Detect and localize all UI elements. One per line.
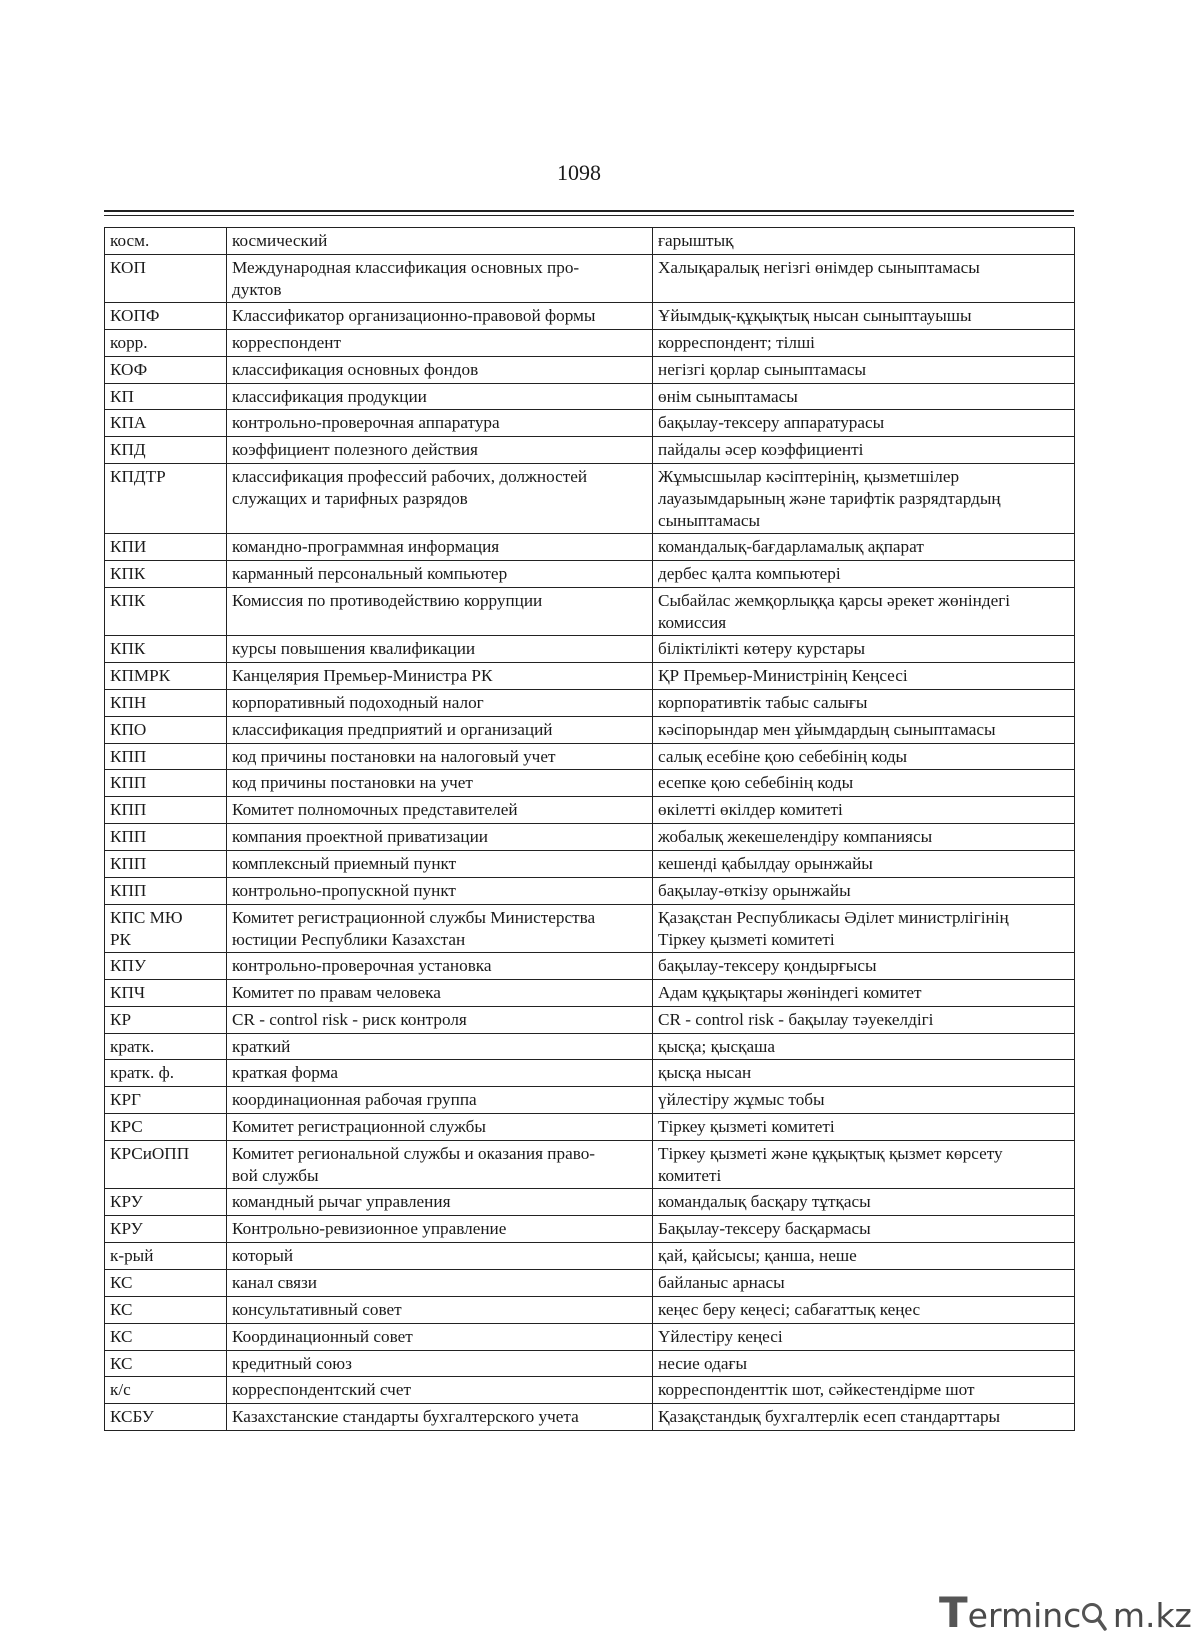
table-row — [105, 797, 1075, 824]
table-row — [105, 464, 1075, 534]
abbreviation-cell: КП — [105, 383, 227, 410]
table-row — [105, 770, 1075, 797]
kazakh-term-cell: несие одағы — [653, 1350, 1075, 1377]
table-row — [105, 437, 1075, 464]
abbreviation-cell: КПО — [105, 716, 227, 743]
abbreviation-cell: КРСиОПП — [105, 1141, 227, 1189]
table-row — [105, 904, 1075, 952]
abbreviation-cell: кратк. ф. — [105, 1060, 227, 1087]
kazakh-term-cell: бақылау-тексеру аппаратурасы — [653, 410, 1075, 437]
abbreviation-cell: КПП — [105, 797, 227, 824]
page-number: 1098 — [557, 160, 601, 185]
abbreviation-cell: КПП — [105, 851, 227, 878]
table-row — [105, 1087, 1075, 1114]
table-row — [105, 824, 1075, 851]
russian-term-cell: Канцелярия Премьер-Министра РК — [227, 662, 653, 689]
header-rule-thick — [104, 210, 1074, 212]
abbreviation-table — [104, 227, 1075, 1431]
russian-term-cell: Комитет полномочных представителей — [227, 797, 653, 824]
table-row — [105, 743, 1075, 770]
kazakh-term-cell: қысқа; қысқаша — [653, 1033, 1075, 1060]
kazakh-term-cell: корреспондент; тілші — [653, 329, 1075, 356]
kazakh-term-cell: Қазақстан Республикасы Әділет министрлігінің Тіркеу қызметі комитеті — [653, 904, 1075, 952]
abbreviation-cell: КПУ — [105, 952, 227, 979]
kazakh-term-cell: Тіркеу қызметі комитеті — [653, 1114, 1075, 1141]
abbreviation-cell: косм. — [105, 228, 227, 255]
russian-term-cell: командный рычаг управления — [227, 1189, 653, 1216]
abbreviation-cell: КРГ — [105, 1087, 227, 1114]
abbreviation-cell: КПК — [105, 636, 227, 663]
table-row — [105, 1060, 1075, 1087]
table-row — [105, 1404, 1075, 1431]
kazakh-term-cell: бақылау-тексеру қондырғысы — [653, 952, 1075, 979]
russian-term-cell: Комитет регистрационной службы Министерства юстиции Республики Казахстан — [227, 904, 653, 952]
kazakh-term-cell: бақылау-өткізу орынжайы — [653, 878, 1075, 905]
kazakh-term-cell: жобалық жекешелендіру компаниясы — [653, 824, 1075, 851]
russian-term-cell: коэффициент полезного действия — [227, 437, 653, 464]
table-row — [105, 356, 1075, 383]
abbreviation-cell: КОФ — [105, 356, 227, 383]
abbreviation-cell: КРУ — [105, 1216, 227, 1243]
table-row — [105, 636, 1075, 663]
russian-term-cell: канал связи — [227, 1269, 653, 1296]
russian-term-cell: корпоративный подоходный налог — [227, 689, 653, 716]
russian-term-cell: Классификатор организационно-правовой формы — [227, 302, 653, 329]
kazakh-term-cell: негізгі қорлар сыныптамасы — [653, 356, 1075, 383]
table-row — [105, 1242, 1075, 1269]
russian-term-cell: Контрольно-ревизионное управление — [227, 1216, 653, 1243]
kazakh-term-cell: қысқа нысан — [653, 1060, 1075, 1087]
russian-term-cell: компания проектной приватизации — [227, 824, 653, 851]
russian-term-cell: Комитет по правам человека — [227, 979, 653, 1006]
russian-term-cell: Комитет регистрационной службы — [227, 1114, 653, 1141]
russian-term-cell: классификация предприятий и организаций — [227, 716, 653, 743]
russian-term-cell: краткий — [227, 1033, 653, 1060]
russian-term-cell: консультативный совет — [227, 1296, 653, 1323]
table-row — [105, 1269, 1075, 1296]
kazakh-term-cell: үйлестіру жұмыс тобы — [653, 1087, 1075, 1114]
table-row — [105, 979, 1075, 1006]
table-row — [105, 228, 1075, 255]
abbreviation-cell: кратк. — [105, 1033, 227, 1060]
abbreviation-cell: КР — [105, 1006, 227, 1033]
abbreviation-cell: корр. — [105, 329, 227, 356]
russian-term-cell: который — [227, 1242, 653, 1269]
table-row — [105, 1006, 1075, 1033]
russian-term-cell: кредитный союз — [227, 1350, 653, 1377]
kazakh-term-cell: кеңес беру кеңесі; сабағаттық кеңес — [653, 1296, 1075, 1323]
kazakh-term-cell: CR - control risk - бақылау тәуекелдігі — [653, 1006, 1075, 1033]
abbreviation-cell: КПК — [105, 588, 227, 636]
table-row — [105, 302, 1075, 329]
termincom-logo: Terminc m.kz — [939, 1588, 1192, 1637]
kazakh-term-cell: корреспонденттік шот, сәйкестендірме шот — [653, 1377, 1075, 1404]
abbreviation-cell: КПП — [105, 743, 227, 770]
russian-term-cell: классификация профессий рабочих, должностей служащих и тарифных разрядов — [227, 464, 653, 534]
abbreviation-cell: КС — [105, 1350, 227, 1377]
kazakh-term-cell: Жұмысшылар кәсіптерінің, қызметшілер лауазымдарының және тарифтік разрядтардың сыныптамасы — [653, 464, 1075, 534]
table-row — [105, 716, 1075, 743]
table-row — [105, 534, 1075, 561]
abbreviation-cell: КПН — [105, 689, 227, 716]
abbreviation-cell: КС — [105, 1323, 227, 1350]
table-row — [105, 878, 1075, 905]
kazakh-term-cell: командалық басқару тұтқасы — [653, 1189, 1075, 1216]
abbreviation-cell: КС — [105, 1269, 227, 1296]
table-row — [105, 952, 1075, 979]
russian-term-cell: комплексный приемный пункт — [227, 851, 653, 878]
table-row — [105, 1033, 1075, 1060]
abbreviation-cell: КПИ — [105, 534, 227, 561]
table-row — [105, 410, 1075, 437]
russian-term-cell: код причины постановки на учет — [227, 770, 653, 797]
russian-term-cell: код причины постановки на налоговый учет — [227, 743, 653, 770]
abbreviation-cell: к-рый — [105, 1242, 227, 1269]
abbreviation-cell: КПЧ — [105, 979, 227, 1006]
russian-term-cell: координационная рабочая группа — [227, 1087, 653, 1114]
abbreviation-cell: КПП — [105, 824, 227, 851]
abbreviation-cell: КПП — [105, 878, 227, 905]
table-row — [105, 1114, 1075, 1141]
russian-term-cell: Казахстанские стандарты бухгалтерского учета — [227, 1404, 653, 1431]
russian-term-cell: корреспондент — [227, 329, 653, 356]
russian-term-cell: Комиссия по противодействию коррупции — [227, 588, 653, 636]
table-row — [105, 383, 1075, 410]
abbreviation-cell: КОП — [105, 254, 227, 302]
russian-term-cell: Координационный совет — [227, 1323, 653, 1350]
russian-term-cell: Международная классификация основных про- дуктов — [227, 254, 653, 302]
kazakh-term-cell: ҚР Премьер-Министрінің Кеңсесі — [653, 662, 1075, 689]
table-row — [105, 1189, 1075, 1216]
table-row — [105, 662, 1075, 689]
russian-term-cell: классификация продукции — [227, 383, 653, 410]
russian-term-cell: командно-программная информация — [227, 534, 653, 561]
abbreviation-cell: КПС МЮ РК — [105, 904, 227, 952]
table-row — [105, 588, 1075, 636]
abbreviation-cell: КПП — [105, 770, 227, 797]
russian-term-cell: контрольно-пропускной пункт — [227, 878, 653, 905]
russian-term-cell: карманный персональный компьютер — [227, 561, 653, 588]
abbreviation-cell: КПА — [105, 410, 227, 437]
kazakh-term-cell: Қазақстандық бухгалтерлік есеп стандарттары — [653, 1404, 1075, 1431]
abbreviation-cell: КПМРК — [105, 662, 227, 689]
abbreviation-cell: к/с — [105, 1377, 227, 1404]
kazakh-term-cell: Бақылау-тексеру басқармасы — [653, 1216, 1075, 1243]
kazakh-term-cell: өкілетті өкілдер комитеті — [653, 797, 1075, 824]
abbreviation-cell: КОПФ — [105, 302, 227, 329]
table-row — [105, 561, 1075, 588]
kazakh-term-cell: байланыс арнасы — [653, 1269, 1075, 1296]
table-row — [105, 851, 1075, 878]
abbreviation-cell: КПДТР — [105, 464, 227, 534]
table-row — [105, 254, 1075, 302]
kazakh-term-cell: дербес қалта компьютері — [653, 561, 1075, 588]
abbreviation-cell: КПК — [105, 561, 227, 588]
russian-term-cell: контрольно-проверочная установка — [227, 952, 653, 979]
russian-term-cell: контрольно-проверочная аппаратура — [227, 410, 653, 437]
kazakh-term-cell: Сыбайлас жемқорлыққа қарсы әрекет жөніндегі комиссия — [653, 588, 1075, 636]
russian-term-cell: краткая форма — [227, 1060, 653, 1087]
kazakh-term-cell: есепке қою себебінің коды — [653, 770, 1075, 797]
kazakh-term-cell: біліктілікті көтеру курстары — [653, 636, 1075, 663]
kazakh-term-cell: кешенді қабылдау орынжайы — [653, 851, 1075, 878]
table-row — [105, 1350, 1075, 1377]
table-row — [105, 1296, 1075, 1323]
kazakh-term-cell: кәсіпорындар мен ұйымдардың сыныптамасы — [653, 716, 1075, 743]
table-row — [105, 1323, 1075, 1350]
kazakh-term-cell: ғарыштық — [653, 228, 1075, 255]
kazakh-term-cell: корпоративтік табыс салығы — [653, 689, 1075, 716]
kazakh-term-cell: командалық-бағдарламалық ақпарат — [653, 534, 1075, 561]
abbreviation-cell: КРУ — [105, 1189, 227, 1216]
abbreviation-cell: КРС — [105, 1114, 227, 1141]
header-rule-thin — [104, 215, 1074, 216]
kazakh-term-cell: Адам құқықтары жөніндегі комитет — [653, 979, 1075, 1006]
russian-term-cell: корреспондентский счет — [227, 1377, 653, 1404]
russian-term-cell: Комитет региональной службы и оказания право- вой службы — [227, 1141, 653, 1189]
abbreviation-cell: КСБУ — [105, 1404, 227, 1431]
table-row — [105, 1141, 1075, 1189]
kazakh-term-cell: Ұйымдық-құқықтық нысан сыныптауышы — [653, 302, 1075, 329]
russian-term-cell: CR - control risk - риск контроля — [227, 1006, 653, 1033]
russian-term-cell: космический — [227, 228, 653, 255]
kazakh-term-cell: салық есебіне қою себебінің коды — [653, 743, 1075, 770]
magnifier-icon — [1081, 1596, 1112, 1635]
abbreviation-cell: КС — [105, 1296, 227, 1323]
russian-term-cell: классификация основных фондов — [227, 356, 653, 383]
table-row — [105, 1216, 1075, 1243]
russian-term-cell: курсы повышения квалификации — [227, 636, 653, 663]
table-row — [105, 689, 1075, 716]
abbreviation-cell: КПД — [105, 437, 227, 464]
kazakh-term-cell: өнім сыныптамасы — [653, 383, 1075, 410]
table-row — [105, 329, 1075, 356]
kazakh-term-cell: Халықаралық негізгі өнімдер сыныптамасы — [653, 254, 1075, 302]
kazakh-term-cell: пайдалы әсер коэффициенті — [653, 437, 1075, 464]
table-row — [105, 1377, 1075, 1404]
kazakh-term-cell: Тіркеу қызметі және құқықтық қызмет көрсету комитеті — [653, 1141, 1075, 1189]
kazakh-term-cell: Үйлестіру кеңесі — [653, 1323, 1075, 1350]
kazakh-term-cell: қай, қайсысы; қанша, неше — [653, 1242, 1075, 1269]
